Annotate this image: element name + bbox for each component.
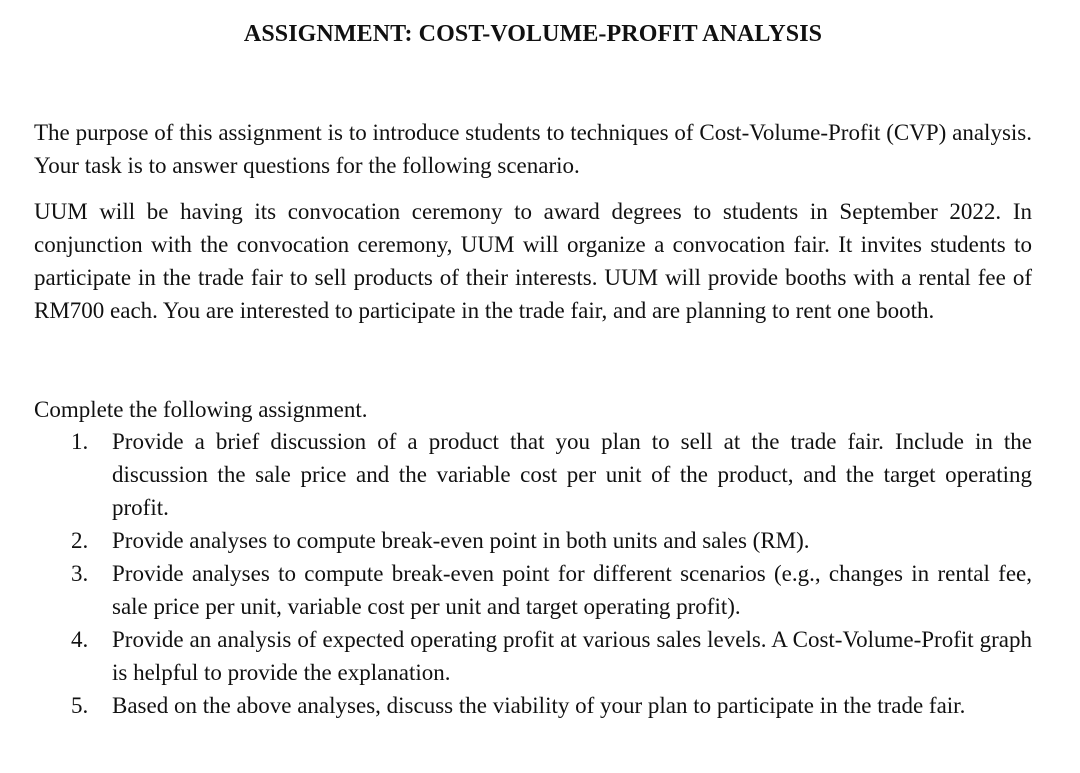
task-text: Based on the above analyses, discuss the viability of your plan to participate in the trade fair. <box>112 693 966 718</box>
task-number: 5. <box>71 693 89 718</box>
task-list <box>34 425 1032 722</box>
task-text: Provide an analysis of expected operating profit at various sales levels. A Cost-Volume-Profit graph is helpful to provide the explanation. <box>112 627 1032 685</box>
task-number: 4. <box>71 627 89 652</box>
task-number: 3. <box>71 561 89 586</box>
task-item-3 <box>34 557 1032 623</box>
task-item-2 <box>34 524 1032 557</box>
task-text: Provide analyses to compute break-even point for different scenarios (e.g., changes in rental fee, sale price per unit, variable cost per unit and target operating profit). <box>112 561 1032 619</box>
purpose-paragraph: The purpose of this assignment is to introduce students to techniques of Cost-Volume-Profit (CVP) analysis. Your task is to answer questions for the following scenario. <box>34 120 1032 178</box>
instructions-lead: Complete the following assignment. <box>34 397 368 422</box>
task-number: 2. <box>71 528 89 553</box>
task-text: Provide a brief discussion of a product that you plan to sell at the trade fair. Include in the discussion the sale price and the variable cost per unit of the product, and the target operating profit. <box>112 429 1032 520</box>
task-number: 1. <box>71 429 89 454</box>
task-item-5 <box>34 689 1032 722</box>
task-item-4 <box>34 623 1032 689</box>
scenario-paragraph: UUM will be having its convocation ceremony to award degrees to students in September 2022. In conjunction with the convocation ceremony, UUM will organize a convocation fair. It invites students to participate in the trade fair to sell products of their interests. UUM will provide booths with a rental fee of RM700 each. You are interested to participate in the trade fair, and are planning to rent one booth. <box>34 199 1032 323</box>
task-text: Provide analyses to compute break-even point in both units and sales (RM). <box>112 528 810 553</box>
task-item-1 <box>34 425 1032 524</box>
assignment-title: ASSIGNMENT: COST-VOLUME-PROFIT ANALYSIS <box>243 21 823 47</box>
